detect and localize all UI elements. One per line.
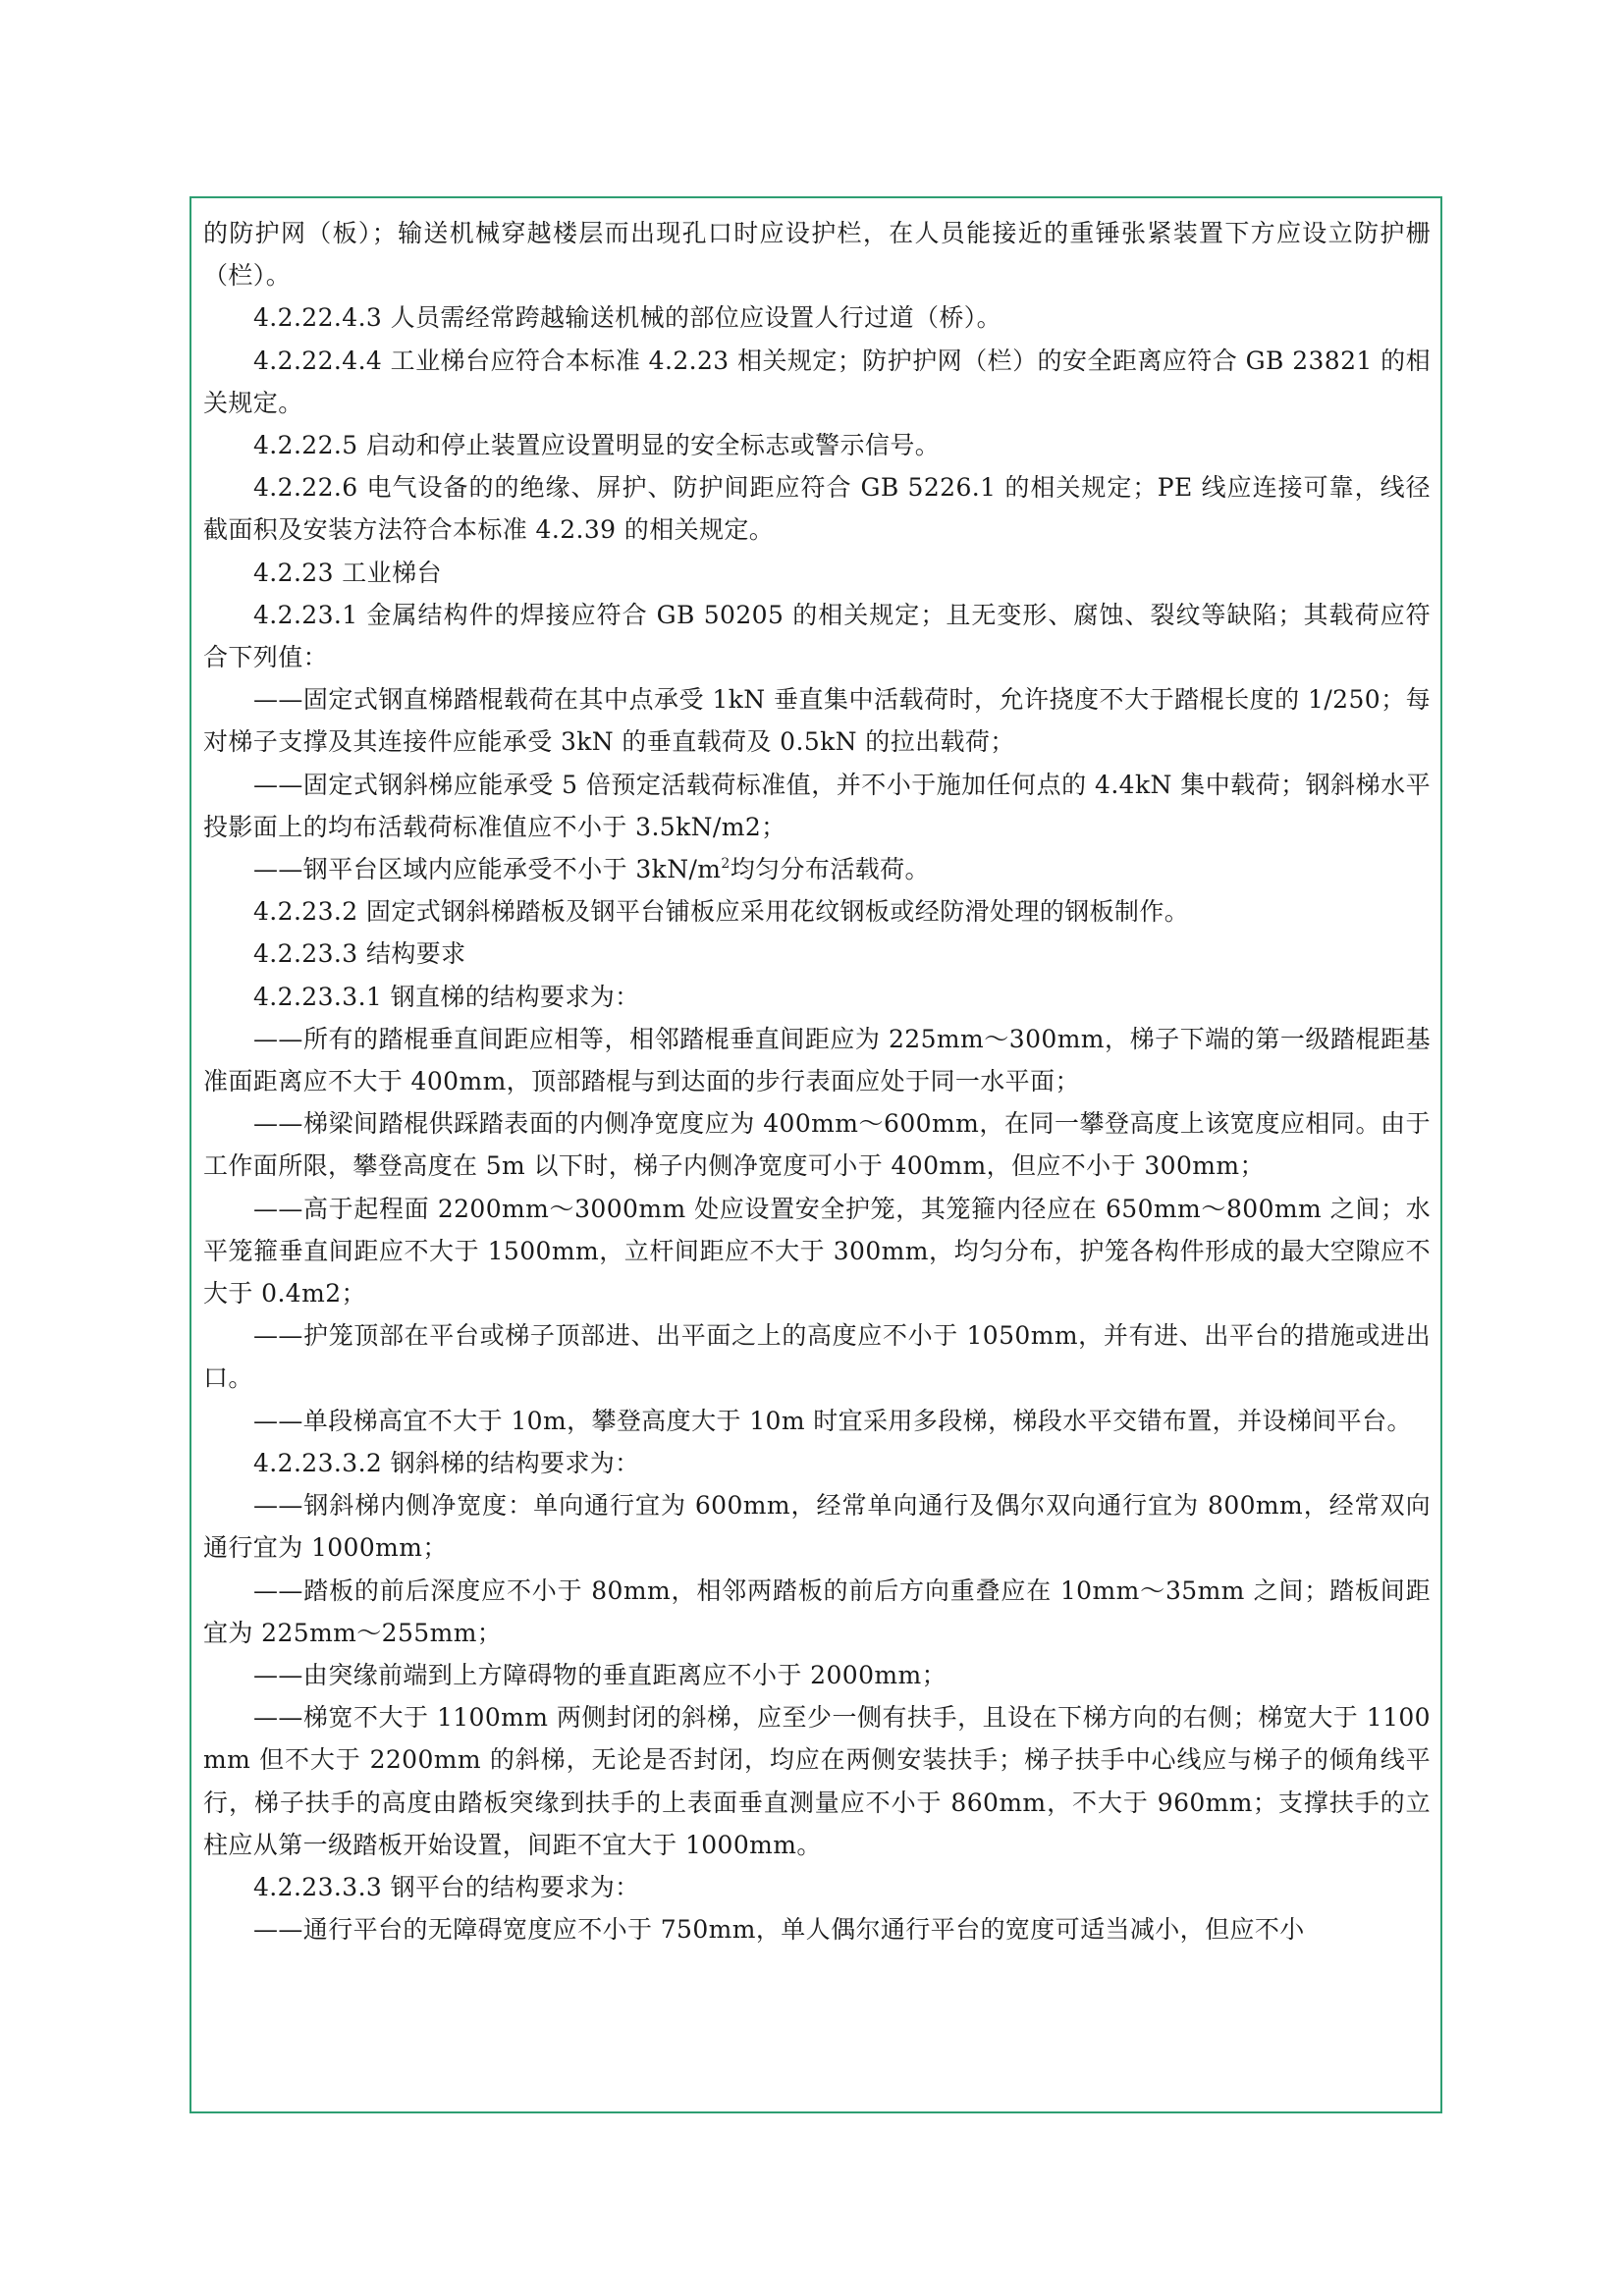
paragraph: 4.2.22.4.4 工业梯台应符合本标准 4.2.23 相关规定；防护护网（栏）的安全距离应符合 GB 23821 的相关规定。: [203, 346, 1431, 417]
paragraph: 4.2.23.3.1 钢直梯的结构要求为：: [253, 982, 640, 1011]
list-item: ——固定式钢斜梯应能承受 5 倍预定活载荷标准值，并不小于施加任何点的 4.4kN 集中载荷；钢斜梯水平投影面上的均布活载荷标准值应不小于 3.5kN/m2；: [203, 770, 1431, 841]
paragraph: 4.2.22.6 电气设备的的绝缘、屏护、防护间距应符合 GB 5226.1 的相关规定；PE 线应连接可靠，线径截面积及安装方法符合本标准 4.2.39 的相关规定。: [203, 473, 1431, 545]
paragraph: 的防护网（板）；输送机械穿越楼层而出现孔口时应设护栏，在人员能接近的重锤张紧装置下方应设立防护栅（栏）。: [203, 219, 1431, 291]
paragraph: 4.2.23.1 金属结构件的焊接应符合 GB 50205 的相关规定；且无变形、腐蚀、裂纹等缺陷；其载荷应符合下列值：: [203, 600, 1431, 672]
section-heading: 4.2.23 工业梯台: [253, 558, 442, 587]
list-item: ——由突缘前端到上方障碍物的垂直距离应不小于 2000mm；: [253, 1660, 947, 1689]
paragraph: 4.2.23.3.2 钢斜梯的结构要求为：: [253, 1448, 640, 1477]
list-item: ——梯宽不大于 1100mm 两侧封闭的斜梯，应至少一侧有扶手，且设在下梯方向的右侧；梯宽大于 1100mm 但不大于 2200mm 的斜梯，无论是否封闭，均应在两侧安装扶手；梯子扶手中心线应与梯子的倾角线平行，梯子扶手的高度由踏板突缘到扶手的上表面垂直测量应不小于 860mm，不大于 960mm；支撑扶手的立柱应从第一级踏板开始设置，间距不宜大于 1000mm。: [203, 1703, 1431, 1859]
list-item: ——固定式钢直梯踏棍载荷在其中点承受 1kN 垂直集中活载荷时，允许挠度不大于踏棍长度的 1/250；每对梯子支撑及其连接件应能承受 3kN 的垂直载荷及 0.5kN 的拉出载荷；: [203, 685, 1431, 757]
paragraph: 4.2.22.5 启动和停止装置应设置明显的安全标志或警示信号。: [253, 431, 941, 460]
list-item: ——钢斜梯内侧净宽度：单向通行宜为 600mm，经常单向通行及偶尔双向通行宜为 800mm，经常双向通行宜为 1000mm；: [203, 1491, 1431, 1563]
list-item: ——通行平台的无障碍宽度应不小于 750mm，单人偶尔通行平台的宽度可适当减小，但应不小: [253, 1915, 1305, 1945]
list-item: ——所有的踏棍垂直间距应相等，相邻踏棍垂直间距应为 225mm～300mm，梯子下端的第一级踏棍距基准面距离应不大于 400mm，顶部踏棍与到达面的步行表面应处于同一水平面；: [203, 1024, 1431, 1096]
list-item: [203, 848, 1431, 890]
list-item: ——高于起程面 2200mm～3000mm 处应设置安全护笼，其笼箍内径应在 650mm～800mm 之间；水平笼箍垂直间距应不大于 1500mm，立杆间距应不大于 300mm，均匀分布，护笼各构件形成的最大空隙应不大于 0.4m2；: [203, 1194, 1431, 1308]
list-item: ——护笼顶部在平台或梯子顶部进、出平面之上的高度应不小于 1050mm，并有进、出平台的措施或进出口。: [203, 1321, 1431, 1393]
paragraph: 4.2.23.2 固定式钢斜梯踏板及钢平台铺板应采用花纹钢板或经防滑处理的钢板制作。: [253, 897, 1190, 927]
paragraph: 4.2.23.3.3 钢平台的结构要求为：: [253, 1872, 640, 1901]
list-item-text: ——钢平台区域内应能承受不小于 3kN/m: [253, 855, 722, 884]
document-frame: [189, 196, 1442, 2113]
superscript: 2: [721, 856, 731, 873]
section-heading: 4.2.23.3 结构要求: [253, 939, 466, 969]
list-item: ——单段梯高宜不大于 10m，攀登高度大于 10m 时宜采用多段梯，梯段水平交错布置，并设梯间平台。: [253, 1406, 1412, 1435]
list-item: ——梯梁间踏棍供踩踏表面的内侧净宽度应为 400mm～600mm，在同一攀登高度上该宽度应相同。由于工作面所限，攀登高度在 5m 以下时，梯子内侧净宽度可小于 400mm，但应不小于 300mm；: [203, 1109, 1431, 1181]
list-item-text-after: 均匀分布活载荷。: [730, 855, 930, 884]
document-body: [203, 212, 1431, 1950]
list-item: ——踏板的前后深度应不小于 80mm，相邻两踏板的前后方向重叠应在 10mm～35mm 之间；踏板间距宜为 225mm～255mm；: [203, 1575, 1431, 1647]
paragraph: 4.2.22.4.3 人员需经常跨越输送机械的部位应设置人行过道（桥）。: [253, 303, 1002, 333]
